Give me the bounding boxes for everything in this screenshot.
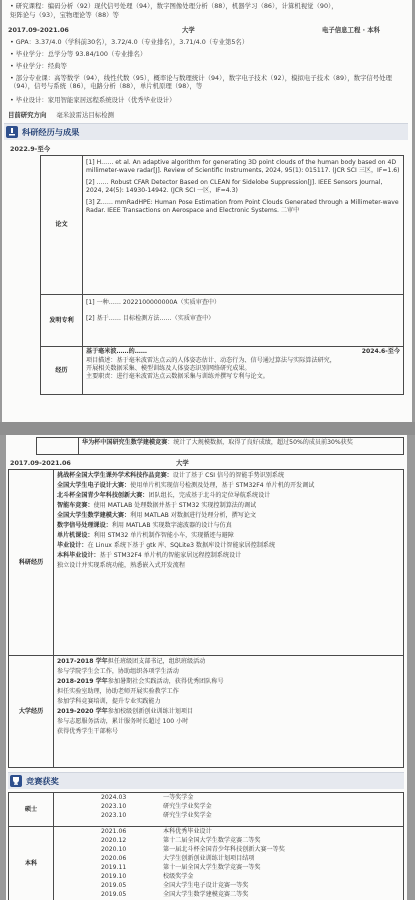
award-date: 2019.11 [101,864,127,871]
award-item [57,837,400,845]
p2-edu-school: 大学 [176,459,189,467]
award-date: 2019.10 [101,873,127,880]
course-line-2: 矩阵论与（93），宝物理论等（88）等 [10,11,119,19]
award-text: 校级奖学金 [163,873,194,880]
experience-line-3: 主要职责：进行毫米波雷达点云数据采集与训练并撰写专利与论文。 [86,373,269,380]
edu-line-3: • 毕业学分：经典等 [10,62,67,70]
experience-head: 基于毫米波……的…… [86,348,147,355]
research-line [57,482,400,490]
research-line-bold: 智能车竞赛： [57,502,94,509]
course-line-1: • 研究课程：编码分析（92）现代信号处理（94），数字图像处理分析（88），机器学习（86），计算机视觉（90）， [10,2,338,10]
award-date: 2020.12 [101,837,127,844]
edu-line-5: • 毕业设计：家用智能家居远程系统设计（优秀毕业设计） [10,96,176,104]
award-item [57,846,400,854]
university-line-text: 参与志愿服务活动，累计服务时长超过 100 小时 [57,718,189,725]
research-line-bold: 数字信号处理课设： [57,522,112,529]
award-text: 第十一届全国大学生数学竞赛一等奖 [163,864,261,871]
university-line [57,698,400,706]
award-item [57,882,400,890]
university-line [57,708,400,716]
research-line [57,502,400,510]
research-line-bold: 挑战杯全国大学生课外学术科技作品竞赛： [57,472,173,479]
p2-edu-dates: 2017.09-2021.06 [10,459,71,467]
research-line-text: 使用单片机实现信号检测及处理，基于 STM32F4 单片机的开发调试 [130,482,315,489]
university-line [57,668,400,676]
award-item [57,803,400,811]
research-line [57,522,400,530]
research-direction-label: 目前研究方向 [8,111,47,119]
research-line-text: 利用 STM32 单片机制作智能小车，实现循迹与避障 [93,532,234,539]
edu-dates: 2017.09-2021.06 [8,26,69,34]
research-line-text: 设计了基于 CSI 信号的智能手势识别系统 [172,472,285,479]
undergrad-table [8,469,404,768]
research-line-bold: 全国大学生电子设计大赛： [57,482,131,489]
award-date: 2021.06 [101,828,127,835]
research-line-bold: 单片机课设： [57,532,94,539]
research-line-bold: 毕业设计： [57,542,88,549]
award-item [57,855,400,863]
award-date: 2023.10 [101,803,127,810]
section-title-research: 科研经历与成果 [22,127,80,137]
research-line [57,542,400,550]
edu-school: 大学 [182,26,195,34]
papers-cell [83,156,404,295]
edu-line-2: • 毕业学分：总学分等 93.84/100（专业排名） [10,50,147,58]
awards-master-label: 硕士 [9,793,54,827]
section-header-research [4,123,408,140]
university-line-bold: 2017-2018 学年 [57,658,108,665]
award-text: 全国大学生电子设计竞赛一等奖 [163,882,249,889]
award-item [57,794,400,802]
trophy-icon [10,775,22,787]
experience-cell [83,347,404,395]
competition-summary-text: ：统计了大规模数据，取得了良好成绩，超过50%的成员前30%获奖 [167,439,353,446]
award-text: 第一届北斗杯全国青少年科技创新大赛一等奖 [163,846,285,853]
award-item [57,828,400,836]
university-line-text: 参加校级创新创业训练计划项目 [107,708,194,715]
university-line-bold: 2018-2019 学年 [57,678,108,685]
university-line [57,678,400,686]
award-text: 全国大学生数学建模竞赛二等奖 [163,891,249,898]
award-item [57,812,400,820]
awards-bachelor-label: 本科 [9,827,54,900]
research-line [57,552,400,560]
research-line [57,512,400,520]
university-line-text: 担任班级团支部书记，组织班级活动 [107,658,206,665]
award-date: 2020.06 [101,855,127,862]
experience-line-2: 开展相关数据采集、模型训练及人体姿态识别网络研究成果。 [86,365,251,372]
patents-label: 发明专利 [41,295,83,347]
university-line-text: 参加暑期社会实践活动，获得优秀团队称号 [107,678,224,685]
research-line [57,472,400,480]
competition-summary-bold: 华为杯中国研究生数学建模竞赛 [82,439,168,446]
edu-line-4: • 部分专业课：高等数学（94），线性代数（95），概率论与数理统计（94），数字电子技术（92），模拟电子技术（89），数字信号处理（94），信号与系统（86），电路分析（88），单片机原理（98），等 [10,74,392,91]
award-text: 第十二届全国大学生数学竞赛二等奖 [163,837,261,844]
research-direction [8,111,114,119]
university-line-text: 担任实验室助理，协助老师开展实验教学工作 [57,688,179,695]
award-text: 研究生学业奖学金 [163,803,212,810]
research-line-text: 在 Linux 系统下基于 gtk 库、SQLite3 数据库设计智能家居控制系统 [87,542,276,549]
research-line-text: 团队组长，完成基于北斗的定位导航系统设计 [148,492,271,499]
research-direction-value: 毫米波雷达目标检测 [56,111,114,119]
research-line-text: 使用 MATLAB 处理数据并基于 STM32 实现控制算法的调试 [93,502,257,509]
paper-item-2: [2] …… Robust CFAR Detector Based on CLEAN for Sidelobe Suppression[J]. IEEE Sensors Journal, 2024, 24(5): 14930-14942. (JCR SCI 一区，IF=4.3) [86,179,383,194]
university-line-bold: 2019-2020 学年 [57,708,108,715]
research-table [40,155,404,395]
university-line [57,718,400,726]
resume-page-1 [2,0,412,422]
awards-bachelor-cell [54,827,404,900]
awards-master-cell [54,793,404,827]
papers-label: 论文 [41,156,83,295]
award-date: 2024.03 [101,794,127,801]
university-line-text: 参加学科竞赛培训，提升专业实践能力 [57,698,161,705]
research-line-text: 独立设计并实现系统功能，熟悉嵌入式开发流程 [57,562,185,569]
resume-page-2 [6,435,407,900]
award-text: 研究生学业奖学金 [163,812,212,819]
award-date: 2019.05 [101,882,127,889]
research-line-bold: 全国大学生数学建模大赛： [57,512,131,519]
experience-date: 2024.6-至今 [361,348,400,355]
page-gap [0,422,415,435]
research-line-text: 利用 MATLAB 对数据进行处理分析，撰写论文 [130,512,257,519]
competition-summary-cell [79,438,404,455]
section-header-awards [8,772,404,789]
paper-item-3: [3] Z…… mmRadHPE: Human Pose Estimation from Point Clouds Generated through a Millimeter-wave Radar. IEEE Transactions on Aerospace and Electronic Systems. 二审中 [86,199,399,214]
paper-item-1: [1] H…… et al. An adaptive algorithm for generating 3D point clouds of the human body based on 4D millimeter-wave radar[J]. Review of Scientific Instruments, 2024, 95(1): 015117. (JCR SCI 三区，IF=1.6) [86,159,400,174]
research-line-bold: 北斗杯全国青少年科技创新大赛： [57,492,149,499]
edu-major: 电子信息工程 · 本科 [322,26,381,34]
research-line-text: 利用 MATLAB 实现数字滤波器的设计与仿真 [111,522,232,529]
award-date: 2023.10 [101,812,127,819]
research-line-text: 基于 STM32F4 单片机的智能家居远程控制系统设计 [99,552,242,559]
research-line [57,492,400,500]
award-text: 本科优秀毕业设计 [163,828,212,835]
awards-table [8,792,404,900]
university-line-text: 获得优秀学生干部称号 [57,728,118,735]
award-date: 2020.10 [101,846,127,853]
award-text: 大学生创新创业训练计划项目结项 [163,855,255,862]
year-tag: 2022.9-至今 [10,145,51,153]
patents-cell [83,295,404,347]
research-exp-cell [54,470,404,656]
research-line-bold: 本科毕业设计： [57,552,100,559]
award-item [57,864,400,872]
experience-line-1: 项目描述：基于毫米波雷达点云的人体姿态估计、动态行为、信号通过算法与实际算法研究， [86,357,336,364]
research-line [57,562,400,570]
research-line [57,532,400,540]
university-line [57,658,400,666]
experience-label: 经历 [41,347,83,395]
university-line [57,688,400,696]
award-date: 2019.05 [101,891,127,898]
patent-item-2: [2] 基于…… 目标检测方法……（实质审查中） [86,315,215,322]
university-exp-cell [54,656,404,768]
patent-item-1: [1] 一种…… 2022100000000A（实质审查中） [86,299,221,306]
competition-summary-table [36,437,404,455]
award-item [57,873,400,881]
award-item [57,891,400,899]
university-line [57,728,400,736]
university-exp-label: 大学经历 [9,656,54,768]
research-exp-label: 科研经历 [9,470,54,656]
microscope-icon [6,126,18,138]
award-text: 一等奖学金 [163,794,194,801]
edu-line-1: • GPA：3.37/4.0（学科前30名），3.72/4.0（专业排名），3.71/4.0（专业第5名） [10,38,249,46]
section-title-awards: 竞赛获奖 [26,776,59,786]
university-line-text: 参与学院学生会工作，协助组织各项学生活动 [57,668,179,675]
